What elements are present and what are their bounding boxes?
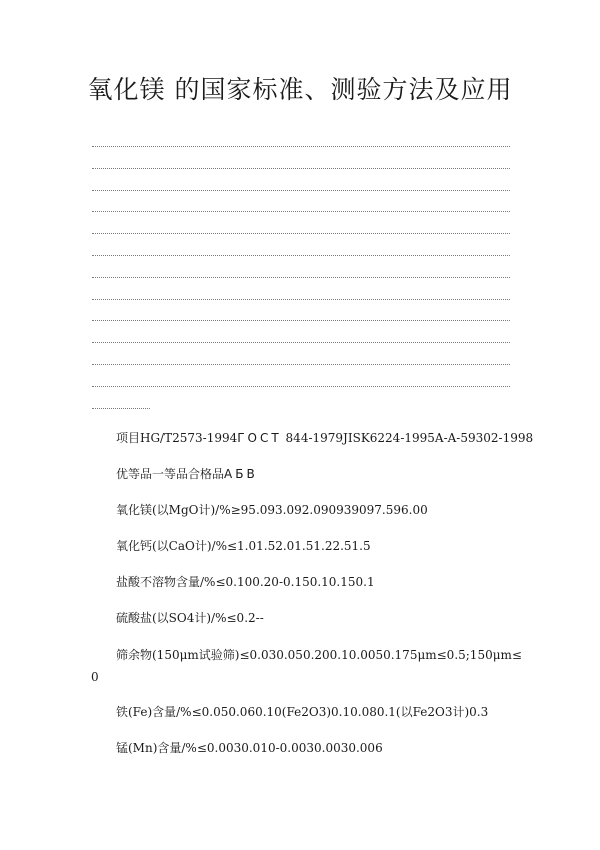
spec-row-sieve-residue-wrap: 0 (91, 670, 99, 684)
dotted-line (92, 147, 510, 169)
spec-row-cao (116, 538, 371, 554)
row-text: 锰(Mn)含量/%≤0.0030.010-0.0030.0030.006 (116, 741, 383, 755)
row-text: 844-1979JISK6224-1995A-A-59302-1998 (285, 431, 534, 445)
dotted-line (92, 212, 510, 234)
row-text: 项目HG/T2573-1994 (116, 431, 238, 445)
blank-dotted-lines (92, 146, 510, 409)
row-text: 铁(Fe)含量/%≤0.050.060.10(Fe2O3)0.10.080.1(以Fe2O3计)0.3 (116, 705, 489, 719)
dotted-line (92, 321, 510, 343)
row-text: 优等品一等品合格品 (116, 467, 225, 481)
row-text: 氧化镁(以MgO计)/%≥95.093.092.090939097.596.00 (116, 503, 428, 517)
dotted-line (92, 343, 510, 365)
dotted-line (92, 234, 510, 256)
row-text: 筛余物(150μm试验筛)≤0.030.050.200.10.0050.175μm≤0.5;150μm≤ (116, 648, 522, 662)
spec-row-mgo (116, 502, 428, 518)
dotted-line (92, 300, 510, 322)
row-text: 盐酸不溶物含量/%≤0.100.20-0.150.10.150.1 (116, 575, 375, 589)
spec-row-header (116, 430, 533, 446)
dotted-line (92, 278, 510, 300)
spec-row-sieve-residue (116, 647, 522, 663)
spec-row-insolubles (116, 574, 375, 590)
dotted-line (92, 387, 150, 409)
spec-row-sulfate (116, 610, 264, 626)
row-text: 硫酸盐(以SO4计)/%≤0.2-- (116, 611, 264, 625)
row-text: 氧化钙(以CaO计)/%≤1.01.52.01.51.22.51.5 (116, 539, 371, 553)
dotted-line (92, 191, 510, 213)
spec-row-iron (116, 704, 488, 720)
spec-row-manganese (116, 740, 383, 756)
dotted-line (92, 365, 510, 387)
row-cyrillic-text: ГОСТ (237, 431, 282, 445)
document-title: 氧化镁 的国家标准、测验方法及应用 (87, 75, 513, 104)
row-cyrillic-text: АБВ (224, 467, 258, 481)
dotted-line (92, 169, 510, 191)
dotted-line (92, 256, 510, 278)
spec-row-grades (116, 466, 258, 482)
